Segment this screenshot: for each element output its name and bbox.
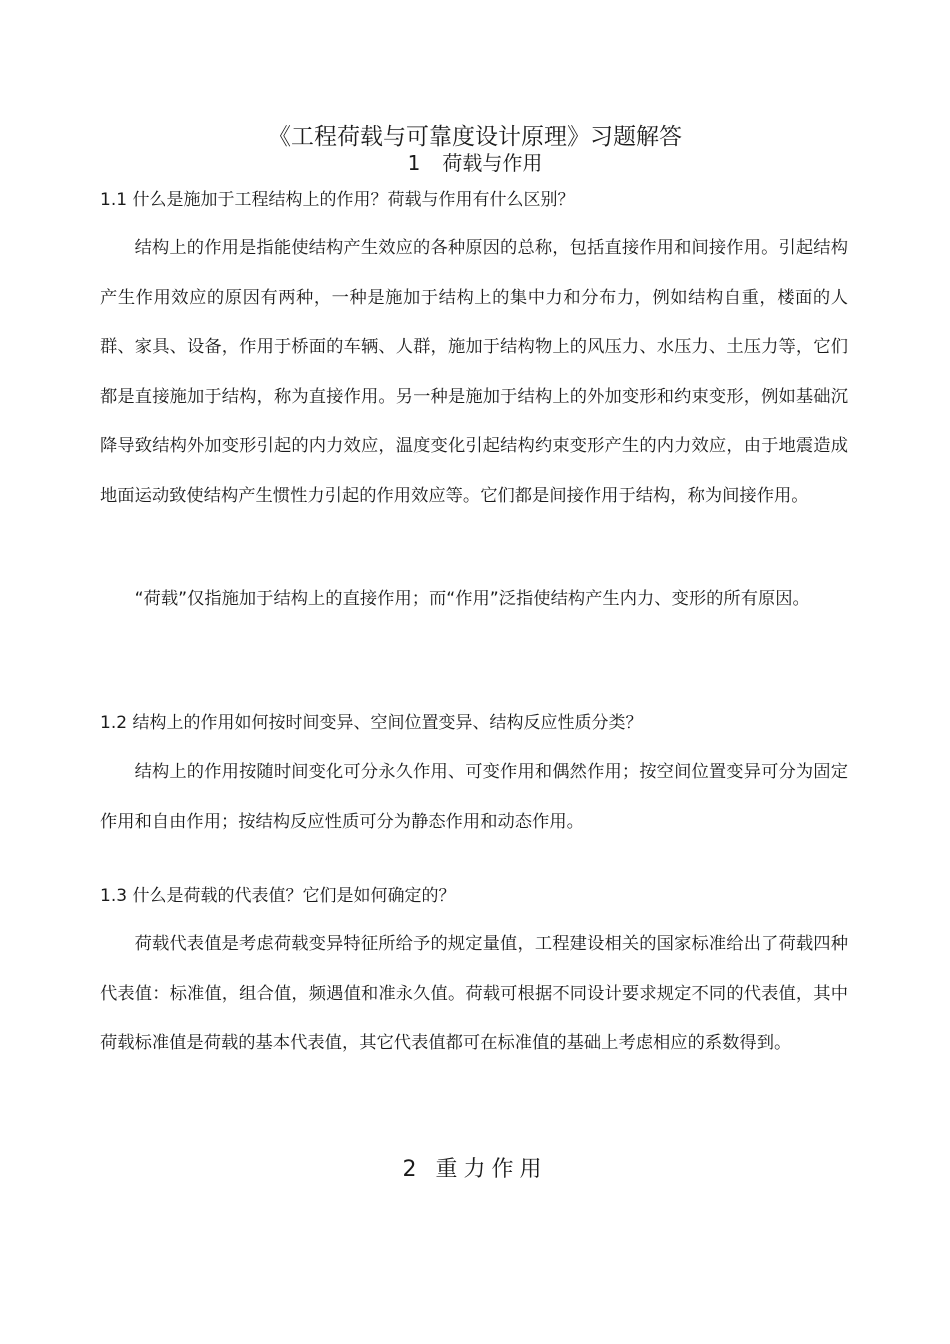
chapter-2-heading bbox=[0, 1153, 950, 1187]
answer-1-2-paragraph-1: 结构上的作用按随时间变化可分永久作用、可变作用和偶然作用；按空间位置变异可分为固定作用和自由作用；按结构反应性质可分为静态作用和动态作用。 bbox=[100, 762, 848, 832]
chapter-1-title: 荷载与作用 bbox=[442, 151, 543, 175]
answer-1-3-paragraph-1: 荷载代表值是考虑荷载变异特征所给予的规定量值，工程建设相关的国家标准给出了荷载四种代表值：标准值，组合值，频遇值和准永久值。荷载可根据不同设计要求规定不同的代表值，其中荷载标准值是荷载的基本代表值，其它代表值都可在标准值的基础上考虑相应的系数得到。 bbox=[100, 934, 848, 1053]
chapter-1-number: 1 bbox=[407, 151, 421, 175]
question-1-3: 1.3 什么是荷载的代表值？它们是如何确定的？ bbox=[100, 886, 456, 906]
chapter-1-heading bbox=[0, 148, 950, 178]
question-1-2: 1.2 结构上的作用如何按时间变异、空间位置变异、结构反应性质分类？ bbox=[100, 713, 643, 733]
chapter-2-number: 2 bbox=[402, 1157, 423, 1182]
document-title: 《工程荷载与可靠度设计原理》习题解答 bbox=[268, 124, 682, 150]
answer-1-1-paragraph-1: 结构上的作用是指能使结构产生效应的各种原因的总称，包括直接作用和间接作用。引起结构产生作用效应的原因有两种，一种是施加于结构上的集中力和分布力，例如结构自重，楼面的人群、家具、设备，作用于桥面的车辆、人群，施加于结构物上的风压力、水压力、土压力等，它们都是直接施加于结构，称为直接作用。另一种是施加于结构上的外加变形和约束变形，例如基础沉降导致结构外加变形引起的内力效应，温度变化引起结构约束变形产生的内力效应，由于地震造成地面运动致使结构产生惯性力引起的作用效应等。它们都是间接作用于结构，称为间接作用。 bbox=[100, 238, 848, 506]
question-1-1: 1.1 什么是施加于工程结构上的作用？荷载与作用有什么区别？ bbox=[100, 190, 575, 210]
answer-1-1-paragraph-2: “荷载”仅指施加于结构上的直接作用；而“作用”泛指使结构产生内力、变形的所有原因。 bbox=[134, 589, 810, 609]
chapter-2-title: 重力作用 bbox=[435, 1157, 548, 1182]
